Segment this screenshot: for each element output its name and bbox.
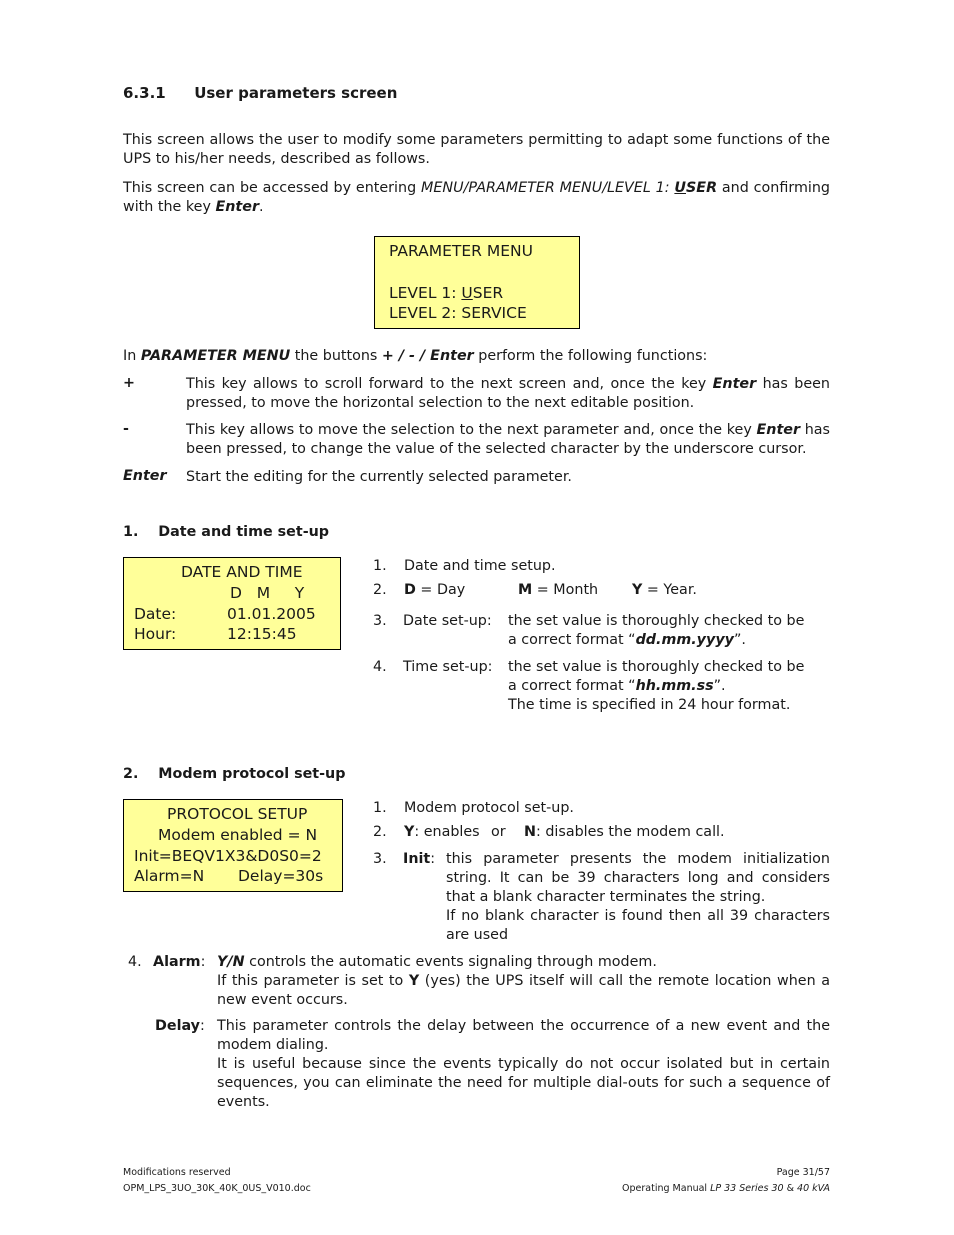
date-setup-text <box>508 612 808 650</box>
text: controls the automatic events signaling through modem. <box>244 954 657 970</box>
date-item-text: Date and time setup. <box>404 558 556 574</box>
text: If no blank character is found then all 39 characters are used <box>446 908 830 943</box>
menu-path: MENU/PARAMETER MENU/LEVEL 1: <box>421 180 675 196</box>
lcd-date-time <box>123 557 341 650</box>
alarm-label <box>153 953 205 972</box>
lcd-protocol-setup <box>123 799 343 892</box>
intro-text: This screen can be accessed by entering <box>123 180 422 196</box>
date-day-def <box>404 581 465 600</box>
text: has been pressed, to change the value of the selected character by the underscore cursor. <box>186 422 830 457</box>
lcd-line <box>389 283 579 304</box>
text: It is useful because since the events typically do not occur isolated but in certain sequences, you can eliminate the need for multiple dial-outs for such a sequence of events. <box>217 1056 830 1110</box>
text: = Year. <box>642 582 697 598</box>
delay-label <box>155 1017 205 1036</box>
lcd-line <box>134 604 340 625</box>
format: hh.mm.ss <box>635 678 714 694</box>
key-plus-description <box>186 375 830 413</box>
date-month-def <box>518 581 598 600</box>
lcd-line: PARAMETER MENU <box>389 242 533 260</box>
modem-item-number: 1. <box>373 800 387 816</box>
text: : <box>200 1018 205 1034</box>
label: Alarm <box>153 954 201 970</box>
modem-item-number: 2. <box>373 824 387 840</box>
text: perform the following functions: <box>473 348 708 364</box>
footer-left <box>123 1165 311 1197</box>
date-item-number: 4. <box>373 659 387 675</box>
text: This key allows to move the selection to the next parameter and, once the key <box>186 422 757 438</box>
text: the set value is thoroughly checked to be a correct format “ <box>508 613 805 648</box>
intro-text: and confirming with the key <box>123 180 830 215</box>
date-setup-label: Date set-up: <box>403 613 492 629</box>
modem-item-text: Modem protocol set-up. <box>404 800 574 816</box>
modem-item-number: 3. <box>373 851 387 867</box>
enter-key-label: Enter <box>712 376 757 392</box>
label: Delay <box>155 1018 200 1034</box>
text: has been pressed, to move the horizontal selection to the next editable position. <box>186 376 830 411</box>
section-number: 6.3.1 <box>123 84 166 102</box>
enter-key-label: Enter <box>215 199 259 215</box>
modem-disable-def <box>524 823 725 842</box>
key-plus: + <box>123 375 135 391</box>
text: (yes) the UPS itself will call the remote location when a new event occurs. <box>217 973 830 1008</box>
modem-enable-def <box>404 823 480 842</box>
key: M <box>518 582 533 598</box>
lcd-label: Hour: <box>134 625 177 644</box>
text: This key allows to scroll forward to the next screen and, once the key <box>186 376 713 392</box>
key: Y <box>632 582 643 598</box>
alarm-description <box>217 953 830 1010</box>
lcd-line <box>134 866 342 887</box>
lcd-label: Date: <box>134 604 177 623</box>
text: & <box>783 1183 798 1194</box>
alarm-number: 4. <box>128 954 142 970</box>
key: Y <box>404 824 415 840</box>
intro-paragraph-2 <box>123 179 830 217</box>
lcd-line: LEVEL 2: SERVICE <box>389 304 527 323</box>
yn: Y/N <box>217 954 245 970</box>
modem-section-heading: 2. Modem protocol set-up <box>123 766 346 782</box>
text: ”. <box>713 678 726 694</box>
text: LP 33 Series 30 <box>710 1183 784 1194</box>
format: dd.mm.yyyy <box>635 632 734 648</box>
footer-right <box>622 1165 830 1197</box>
text: : enables <box>414 824 480 840</box>
key-minus: - <box>123 421 129 437</box>
lcd-value: 12:15:45 <box>227 625 297 644</box>
init-label <box>403 850 435 869</box>
lcd-line: D M Y <box>230 583 305 602</box>
date-item-number: 2. <box>373 582 387 598</box>
footer-page: Page 31/57 <box>776 1167 830 1178</box>
lcd-text: LEVEL 1: <box>389 283 462 302</box>
key-enter: Enter <box>123 468 167 484</box>
footer-note: Modifications reserved <box>123 1167 231 1178</box>
key: D <box>404 582 416 598</box>
text: 40 kVA <box>797 1183 830 1194</box>
lcd-line: DATE AND TIME <box>181 563 303 581</box>
lcd-line: Modem enabled = N <box>158 825 318 844</box>
key-enter-description: Start the editing for the currently selected parameter. <box>186 469 572 485</box>
section-title: User parameters screen <box>194 84 398 102</box>
text: This parameter controls the delay between the occurrence of a new event and the modem dialing. <box>217 1018 830 1053</box>
menu-name: PARAMETER MENU <box>140 348 291 364</box>
footer-manual <box>622 1181 830 1197</box>
time-setup-label: Time set-up: <box>403 659 493 675</box>
key: N <box>524 824 536 840</box>
modem-or: or <box>491 824 506 840</box>
text: the buttons <box>290 348 382 364</box>
text: The time is specified in 24 hour format. <box>508 697 791 713</box>
label: Init <box>403 851 431 867</box>
text: Operating Manual <box>622 1183 711 1194</box>
text: this parameter presents the modem initialization string. It can be 39 characters long and considers that a blank character terminates the string. <box>446 851 830 905</box>
lcd-line: Init=BEQV1X3&D0S0=2 <box>134 846 322 865</box>
delay-description <box>217 1017 830 1112</box>
date-section-heading: 1. Date and time set-up <box>123 524 330 540</box>
user-underscored-letter: U <box>674 180 686 196</box>
text: = Month <box>532 582 599 598</box>
text: If this parameter is set to <box>217 973 409 989</box>
date-year-def <box>632 581 697 600</box>
lcd-text: SER <box>472 283 504 302</box>
text: = Day <box>415 582 466 598</box>
text: : <box>200 954 206 970</box>
lcd-value: 01.01.2005 <box>227 604 316 623</box>
lcd-line: PROTOCOL SETUP <box>167 805 308 823</box>
lcd-parameter-menu <box>374 236 580 329</box>
intro-paragraph-1: This screen allows the user to modify some parameters permitting to adapt some functions of the UPS to his/her needs, described as follows. <box>123 132 830 167</box>
user-rest: SER <box>686 180 718 196</box>
buttons-intro <box>123 347 830 366</box>
section-heading <box>123 84 397 102</box>
lcd-text: Alarm=N <box>134 867 205 886</box>
text: : <box>430 851 436 867</box>
init-description <box>446 850 830 945</box>
date-item-number: 3. <box>373 613 387 629</box>
text: the set value is thoroughly checked to be a correct format “ <box>508 659 805 694</box>
time-setup-text <box>508 658 808 715</box>
text: In <box>123 348 141 364</box>
lcd-cursor-letter: U <box>461 283 473 302</box>
date-item-number: 1. <box>373 558 387 574</box>
intro-text: . <box>259 199 264 215</box>
text: : disables the modem call. <box>535 824 725 840</box>
key: Y <box>408 973 420 989</box>
keys-list: + / - / Enter <box>381 348 474 364</box>
text: ”. <box>733 632 746 648</box>
lcd-line <box>134 624 340 645</box>
lcd-text: Delay=30s <box>238 867 324 886</box>
key-minus-description <box>186 421 830 459</box>
enter-key-label: Enter <box>756 422 801 438</box>
footer-filename: OPM_LPS_3UO_30K_40K_0US_V010.doc <box>123 1183 311 1194</box>
